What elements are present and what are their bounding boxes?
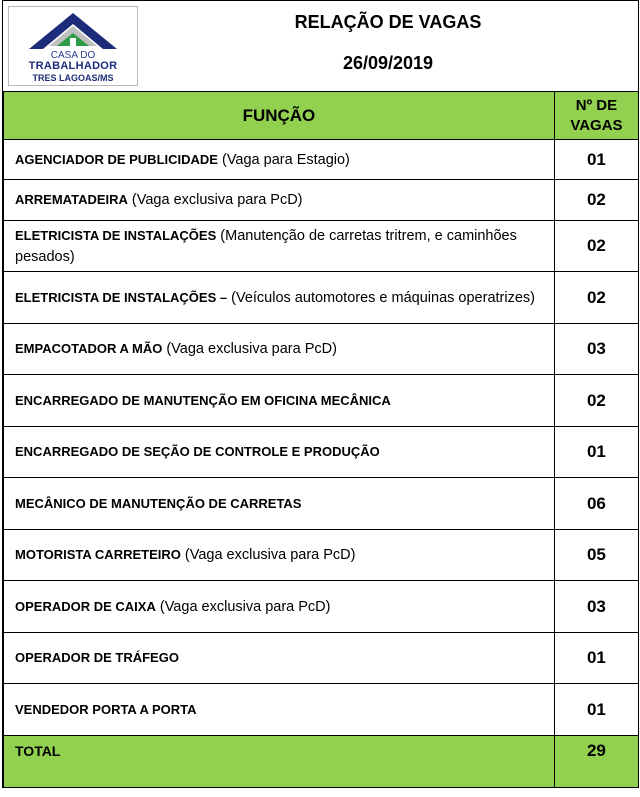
column-header-funcao: FUNÇÃO bbox=[4, 92, 555, 140]
job-title: OPERADOR DE CAIXA bbox=[15, 598, 156, 614]
table-row bbox=[4, 530, 639, 581]
house-roof-icon bbox=[27, 11, 119, 51]
job-function-cell bbox=[4, 684, 555, 736]
table-row bbox=[4, 324, 639, 375]
logo-text-city: TRES LAGOAS/MS bbox=[32, 73, 114, 83]
job-quantity-cell: 03 bbox=[554, 324, 638, 375]
table-row bbox=[4, 633, 639, 684]
job-quantity-cell: 01 bbox=[554, 427, 638, 478]
table-row bbox=[4, 221, 639, 272]
job-quantity-cell: 01 bbox=[554, 684, 638, 736]
job-title: AGENCIADOR DE PUBLICIDADE bbox=[15, 151, 218, 167]
job-function-cell bbox=[4, 272, 555, 324]
vagas-header-line1: Nº DE bbox=[575, 96, 618, 114]
job-title: MOTORISTA CARRETEIRO bbox=[15, 547, 181, 562]
logo-text-trabalhador: TRABALHADOR bbox=[28, 60, 118, 72]
job-title: OPERADOR DE TRÁFEGO bbox=[15, 650, 179, 665]
job-title: ENCARREGADO DE MANUTENÇÃO EM OFICINA MECÂNICA bbox=[15, 392, 391, 408]
page-header bbox=[3, 0, 639, 91]
job-note: (Vaga exclusiva para PcD) bbox=[180, 547, 356, 563]
job-quantity-cell: 01 bbox=[554, 633, 638, 684]
column-header-vagas bbox=[554, 92, 638, 140]
casa-do-trabalhador-logo bbox=[8, 6, 138, 86]
job-function-cell bbox=[4, 221, 555, 272]
job-function-cell bbox=[4, 324, 555, 375]
table-row bbox=[4, 272, 639, 324]
table-row bbox=[4, 375, 639, 427]
job-title: ELETRICISTA DE INSTALAÇÕES bbox=[15, 227, 217, 243]
page-date: 26/09/2019 bbox=[342, 53, 434, 73]
table-row bbox=[4, 140, 639, 180]
job-note: (Manutenção de carretas tritrem, e caminhões pesados) bbox=[15, 227, 517, 265]
table-row bbox=[4, 581, 639, 633]
jobs-table bbox=[3, 91, 639, 788]
job-quantity-cell: 02 bbox=[554, 272, 638, 324]
total-label: TOTAL bbox=[4, 736, 555, 788]
job-quantity-cell: 05 bbox=[554, 530, 638, 581]
job-function-cell bbox=[4, 478, 555, 530]
job-function-cell bbox=[4, 427, 555, 478]
job-title: MECÂNICO DE MANUTENÇÃO DE CARRETAS bbox=[15, 495, 302, 511]
job-function-cell bbox=[4, 530, 555, 581]
job-function-cell bbox=[4, 180, 555, 221]
page-title: RELAÇÃO DE VAGAS bbox=[294, 12, 482, 32]
vagas-header-line2: VAGAS bbox=[570, 116, 623, 134]
job-function-cell bbox=[4, 633, 555, 684]
job-title: EMPACOTADOR A MÃO bbox=[15, 341, 163, 356]
total-row bbox=[4, 736, 639, 788]
job-note: (Vaga para Estagio) bbox=[217, 151, 350, 168]
job-note: (Vaga exclusiva para PcD) bbox=[127, 192, 303, 208]
job-quantity-cell: 01 bbox=[554, 140, 638, 180]
job-function-cell bbox=[4, 581, 555, 633]
job-quantity-cell: 02 bbox=[554, 180, 638, 221]
table-row bbox=[4, 478, 639, 530]
job-quantity-cell: 02 bbox=[554, 221, 638, 272]
table-header-row bbox=[4, 92, 639, 140]
job-title: ELETRICISTA DE INSTALAÇÕES – bbox=[15, 289, 228, 305]
job-listing-sheet bbox=[2, 0, 639, 788]
job-title: ENCARREGADO DE SEÇÃO DE CONTROLE E PRODUÇÃO bbox=[15, 444, 380, 459]
job-quantity-cell: 02 bbox=[554, 375, 638, 427]
job-title: ARREMATADEIRA bbox=[15, 192, 128, 207]
job-note: (Vaga exclusiva para PcD) bbox=[162, 341, 337, 357]
job-function-cell bbox=[4, 140, 555, 180]
job-title: VENDEDOR PORTA A PORTA bbox=[15, 701, 197, 717]
job-quantity-cell: 03 bbox=[554, 581, 638, 633]
table-row bbox=[4, 427, 639, 478]
job-note: (Veículos automotores e máquinas operatrizes) bbox=[227, 289, 535, 306]
total-quantity: 29 bbox=[554, 736, 638, 788]
job-function-cell bbox=[4, 375, 555, 427]
job-note: (Vaga exclusiva para PcD) bbox=[155, 598, 331, 615]
table-row bbox=[4, 180, 639, 221]
logo-text-casa-do: CASA DO bbox=[50, 50, 96, 61]
table-row bbox=[4, 684, 639, 736]
job-quantity-cell: 06 bbox=[554, 478, 638, 530]
